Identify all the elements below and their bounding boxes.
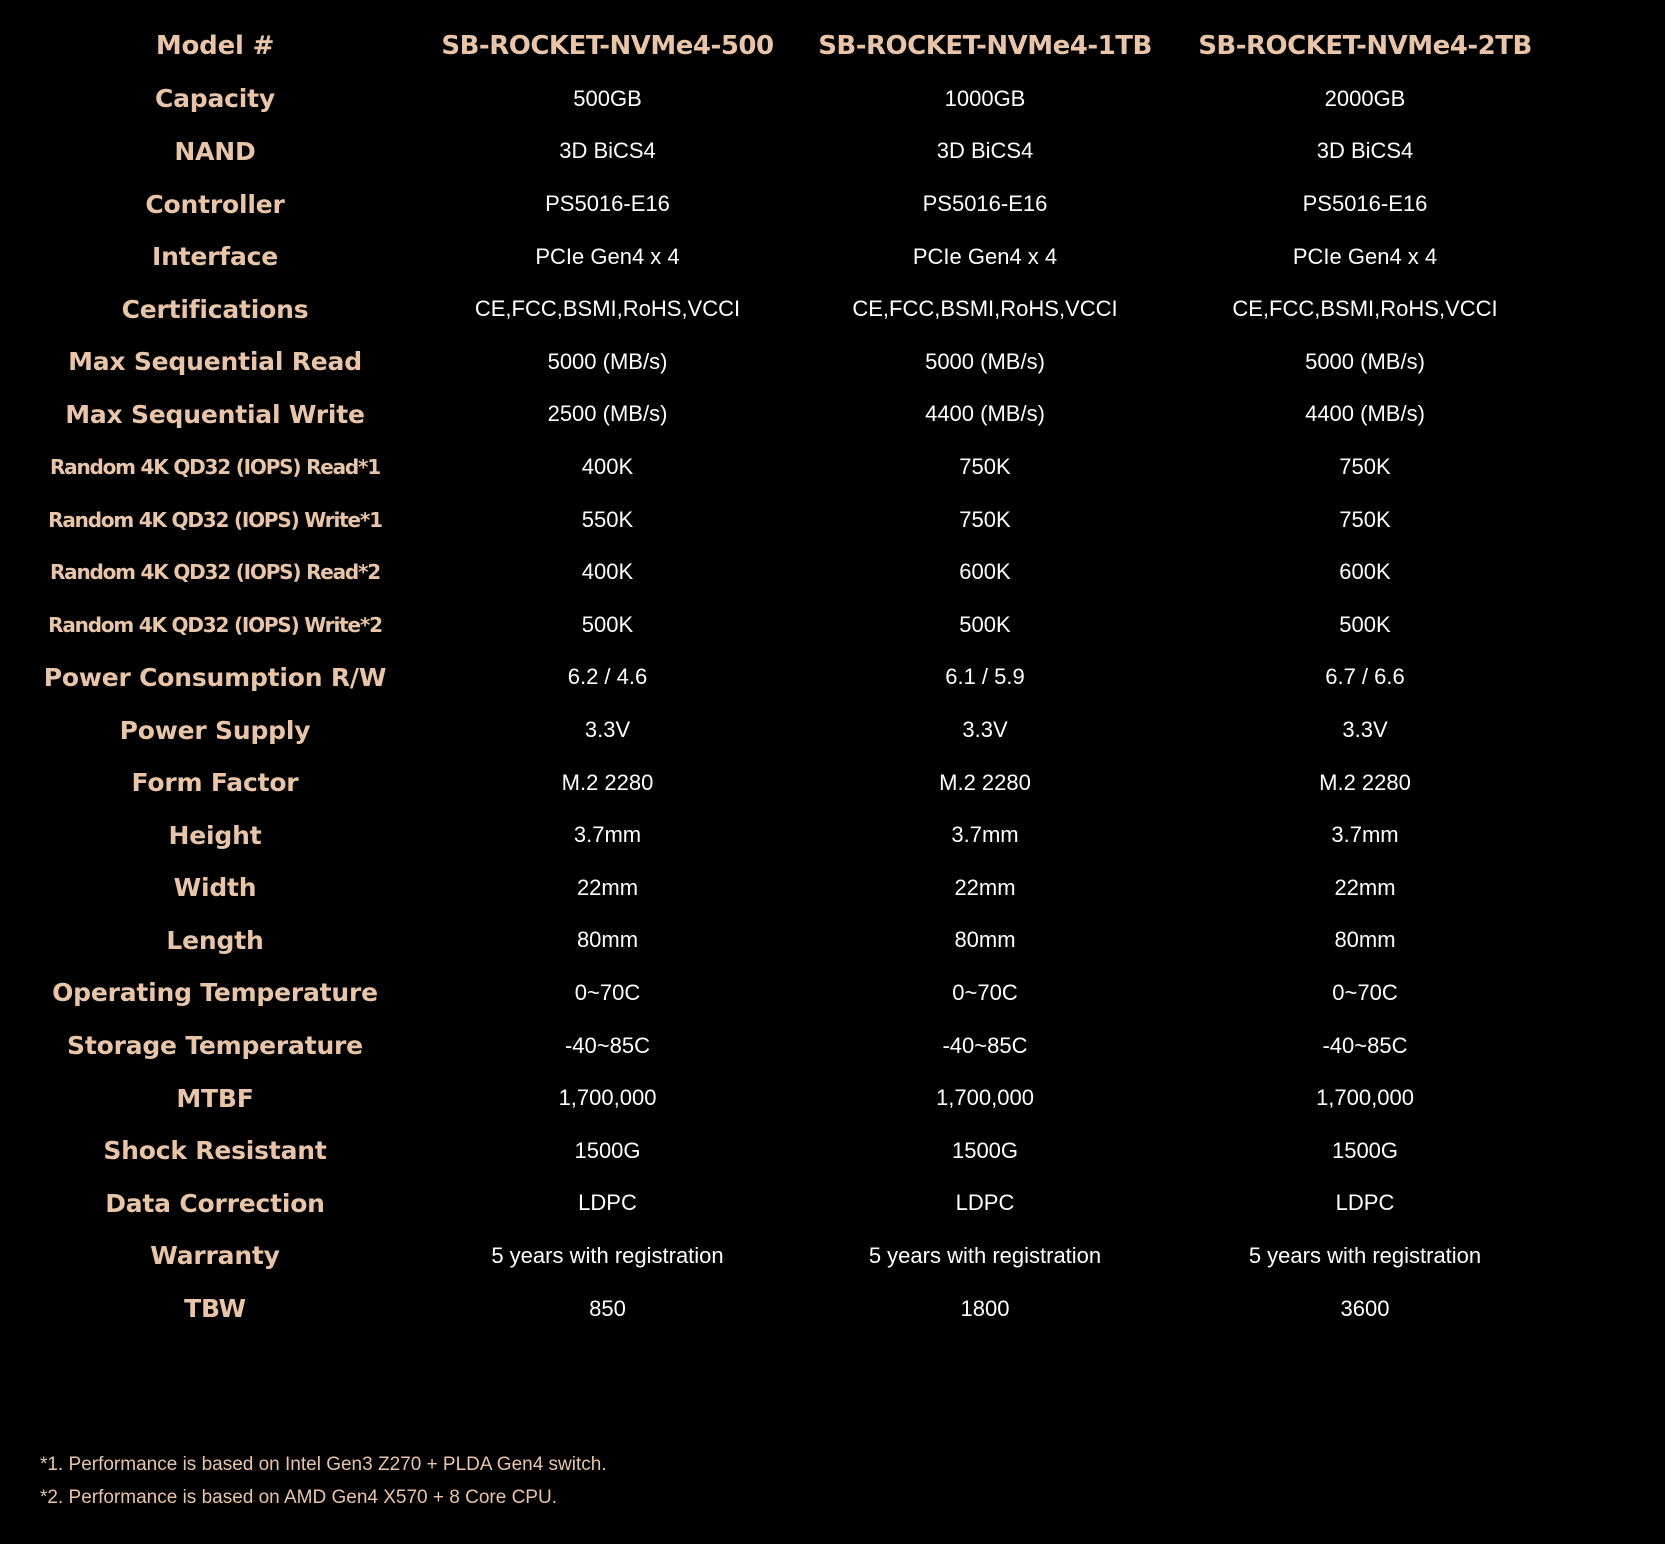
row-label: TBW (184, 1294, 246, 1324)
row-value: CE,FCC,BSMI,RoHS,VCCI (852, 296, 1118, 322)
row-value: -40~85C (564, 1032, 650, 1058)
row-value: 22mm (1334, 874, 1396, 900)
row-value: PS5016-E16 (545, 191, 670, 217)
row-value: 0~70C (1332, 979, 1398, 1005)
row-label: Power Supply (119, 715, 311, 745)
table-row (0, 546, 1665, 599)
row-value: LDPC (1335, 1190, 1395, 1216)
row-value: -40~85C (942, 1032, 1028, 1058)
row-value: 2500 (MB/s) (547, 401, 668, 427)
table-row (0, 441, 1665, 494)
row-label: Length (166, 925, 264, 955)
row-label: Interface (151, 242, 279, 272)
row-value: PCIe Gen4 x 4 (535, 243, 680, 269)
table-row (0, 125, 1665, 178)
row-label: Height (168, 820, 262, 850)
table-row (0, 283, 1665, 336)
row-value: 1,700,000 (558, 1085, 657, 1111)
row-value: 22mm (954, 874, 1016, 900)
row-label: Random 4K QD32 (IOPS) Read*2 (49, 560, 381, 585)
row-value: 22mm (576, 874, 639, 900)
row-value: 3.3V (1342, 717, 1388, 743)
row-value: 1000GB (944, 85, 1026, 111)
row-label: Warranty (150, 1241, 280, 1271)
table-row (0, 914, 1665, 967)
row-value: 6.7 / 6.6 (1325, 664, 1405, 690)
row-value: -40~85C (1322, 1032, 1408, 1058)
row-value: 750K (959, 506, 1011, 532)
row-value: 3.7mm (1331, 822, 1399, 848)
row-value: 3D BiCS4 (936, 138, 1034, 164)
row-label: Shock Resistant (103, 1136, 327, 1166)
row-value: PS5016-E16 (1302, 191, 1428, 217)
row-value: 3D BiCS4 (559, 138, 656, 164)
table-row (0, 809, 1665, 862)
row-value: 600K (959, 559, 1011, 585)
row-value: 5 years with registration (491, 1242, 724, 1268)
row-label: Capacity (154, 84, 276, 114)
row-value: LDPC (578, 1190, 637, 1216)
row-label: Certifications (121, 294, 309, 324)
row-value: 4400 (MB/s) (1305, 401, 1425, 427)
model-name-2tb: SB-ROCKET-NVMe4-2TB (1198, 31, 1532, 62)
table-row (0, 1282, 1665, 1335)
row-label: Random 4K QD32 (IOPS) Write*1 (48, 507, 382, 532)
row-value: 3600 (1340, 1295, 1390, 1321)
row-value: 4400 (MB/s) (925, 401, 1045, 427)
table-row (0, 651, 1665, 704)
table-row (0, 230, 1665, 283)
row-value: 1500G (1331, 1137, 1399, 1163)
row-value: 1500G (951, 1137, 1019, 1163)
table-row (0, 862, 1665, 915)
row-value: 500K (581, 611, 634, 637)
row-value: 5000 (MB/s) (547, 348, 668, 374)
row-value: 500GB (573, 85, 642, 111)
row-value: 3D BiCS4 (1316, 138, 1414, 164)
row-value: 400K (581, 559, 634, 585)
row-label: Operating Temperature (52, 978, 378, 1008)
row-value: 5000 (MB/s) (1305, 348, 1425, 374)
row-label: Power Consumption R/W (43, 662, 387, 692)
model-name-1tb: SB-ROCKET-NVMe4-1TB (818, 31, 1152, 62)
row-value: 80mm (576, 927, 639, 953)
table-row (0, 756, 1665, 809)
row-value: 1,700,000 (1316, 1085, 1414, 1111)
row-value: 5000 (MB/s) (925, 348, 1045, 374)
header-label: Model # (155, 31, 275, 62)
row-value: M.2 2280 (1319, 769, 1411, 795)
table-row (0, 336, 1665, 389)
row-value: M.2 2280 (939, 769, 1031, 795)
row-label: Data Correction (105, 1188, 325, 1218)
footnote-1: *1. Performance is based on Intel Gen3 Z270 + PLDA Gen4 switch. (40, 1454, 607, 1475)
table-row (0, 599, 1665, 652)
row-value: 850 (589, 1295, 626, 1321)
table-row (0, 1019, 1665, 1072)
row-value: 80mm (954, 927, 1016, 953)
row-label: Storage Temperature (67, 1031, 363, 1061)
model-name-500: SB-ROCKET-NVMe4-500 (441, 31, 774, 62)
table-header-row (0, 20, 1665, 73)
row-value: CE,FCC,BSMI,RoHS,VCCI (1232, 296, 1498, 322)
row-value: 600K (1339, 559, 1391, 585)
table-row (0, 178, 1665, 231)
table-row (0, 1124, 1665, 1177)
row-value: 500K (1339, 611, 1391, 637)
row-value: 750K (1339, 506, 1391, 532)
row-value: PS5016-E16 (922, 191, 1048, 217)
footnote-2: *2. Performance is based on AMD Gen4 X570 + 8 Core CPU. (40, 1487, 557, 1508)
row-value: 0~70C (952, 979, 1018, 1005)
row-label: Form Factor (131, 768, 299, 798)
row-value: 3.3V (584, 717, 631, 743)
row-value: 1,700,000 (936, 1085, 1034, 1111)
row-value: 500K (959, 611, 1011, 637)
row-label: Max Sequential Read (68, 347, 362, 377)
row-value: 6.1 / 5.9 (945, 664, 1025, 690)
row-value: 5 years with registration (1248, 1242, 1482, 1268)
table-row (0, 1072, 1665, 1125)
row-value: 3.3V (962, 717, 1008, 743)
footnotes (40, 1448, 607, 1514)
row-label: MTBF (176, 1083, 254, 1113)
row-label: Max Sequential Write (65, 399, 365, 429)
row-value: PCIe Gen4 x 4 (912, 243, 1058, 269)
row-value: 5 years with registration (868, 1242, 1102, 1268)
row-value: 750K (959, 454, 1011, 480)
row-label: Random 4K QD32 (IOPS) Write*2 (48, 612, 382, 637)
spec-table (0, 20, 1665, 1335)
table-row (0, 493, 1665, 546)
row-value: 6.2 / 4.6 (567, 664, 648, 690)
row-value: LDPC (955, 1190, 1015, 1216)
row-value: CE,FCC,BSMI,RoHS,VCCI (474, 296, 741, 322)
row-value: 80mm (1334, 927, 1396, 953)
row-value: 550K (581, 506, 634, 532)
row-value: 2000GB (1324, 85, 1406, 111)
row-value: 750K (1339, 454, 1391, 480)
row-value: PCIe Gen4 x 4 (1292, 243, 1438, 269)
table-row (0, 704, 1665, 757)
row-label: Width (173, 873, 257, 903)
table-row (0, 388, 1665, 441)
row-value: M.2 2280 (561, 769, 654, 795)
row-label: Random 4K QD32 (IOPS) Read*1 (49, 455, 381, 480)
row-value: 3.7mm (951, 822, 1019, 848)
row-label: NAND (174, 136, 256, 166)
row-value: 0~70C (574, 979, 641, 1005)
table-row (0, 73, 1665, 126)
table-row (0, 1177, 1665, 1230)
row-value: 1500G (574, 1137, 641, 1163)
row-value: 400K (581, 454, 634, 480)
row-label: Controller (145, 189, 285, 219)
row-value: 1800 (960, 1295, 1010, 1321)
row-value: 3.7mm (573, 822, 642, 848)
table-row (0, 1230, 1665, 1283)
table-row (0, 967, 1665, 1020)
